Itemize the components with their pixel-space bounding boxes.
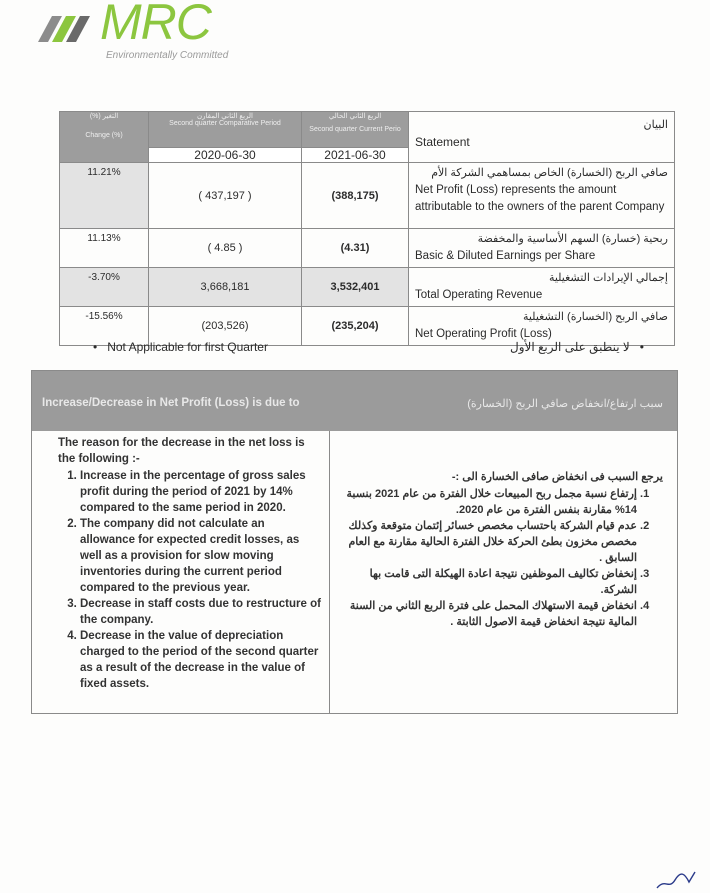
list-item: 3. Decrease in staff costs due to restructure of the company. — [80, 596, 321, 628]
table-row: -15.56% (203,526) (235,204) صافي الربح (الخسارة) التشغيلية Net Operating Profit (Loss) — [60, 307, 675, 346]
list-item: 1. Increase in the percentage of gross sales profit during the period of 2021 by 14% compared to the same period in 2020. — [80, 468, 321, 516]
list-item: 3. إنخفاض تكاليف الموظفين نتيجة اعادة الهيكلة التى قامت بها الشركة. — [346, 566, 637, 598]
change-header: التغير (%) Change (%) — [60, 112, 149, 163]
bullet-icon: • — [93, 340, 98, 354]
statement-header: البيان Statement — [409, 112, 675, 163]
table-row: -3.70% 3,668,181 3,532,401 إجمالي الإيرادات التشغيلية Total Operating Revenue — [60, 268, 675, 307]
tagline: Environmentally Committed — [106, 50, 229, 61]
reasons-ar-column — [330, 431, 677, 713]
reasons-en-column — [32, 431, 330, 713]
reasons-intro-ar: يرجع السبب فى انخفاض صافى الخسارة الى :- — [451, 471, 663, 483]
note-ar: • لا ينطبق على الربع الأول — [510, 340, 644, 354]
list-item: 1. إرتفاع نسبة مجمل ربح المبيعات خلال الفترة من عام 2021 بنسبة 14% مقارنة بنفس الفترة من عام 2020. — [346, 486, 637, 518]
section-header — [32, 371, 677, 431]
table-row: 11.21% ( 437,197 ) (388,175) صافي الربح (الخسارة) الخاص بمساهمي الشركة الأم Net Profit (Loss) represents the amount attributable to the owners of the parent Company — [60, 163, 675, 229]
signature-mark — [655, 868, 700, 893]
list-item: 2. The company did not calculate an allowance for expected credit losses, as well as a provision for slow moving inventories during the current period compared to the previous year. — [80, 516, 321, 596]
reasons-section — [31, 370, 678, 714]
list-item: 2. عدم قيام الشركة باحتساب مخصص خسائر إئتمان متوقعة وكذلك مخصص مخزون بطئ الحركة خلال الفترة الحالية مقارنة مع العام السابق . — [346, 518, 637, 566]
table-row: 11.13% ( 4.85 ) (4.31) ربحية (خسارة) السهم الأساسية والمخفضة Basic & Diluted Earnings per Share — [60, 229, 675, 268]
note-en: • Not Applicable for first Quarter — [93, 340, 268, 354]
section-title-ar: سبب ارتفاع/انخفاض صافي الربح (الخسارة) — [467, 398, 663, 410]
curr-period-header: الربع الثاني الحالي Second quarter Current Perio — [302, 112, 409, 148]
curr-date: 2021-06-30 — [302, 148, 409, 163]
financial-table — [59, 111, 675, 346]
section-title-en: Increase/Decrease in Net Profit (Loss) is due to — [42, 397, 300, 409]
list-item: 4. Decrease in the value of depreciation charged to the period of the second quarter as a result of the decrease in the value of fixed assets. — [80, 628, 321, 692]
logo-wordmark: MRC — [100, 0, 211, 50]
reasons-intro-en: The reason for the decrease in the net loss is the following :- — [58, 437, 305, 465]
bullet-icon: • — [639, 340, 644, 354]
prev-date: 2020-06-30 — [149, 148, 302, 163]
list-item: 4. انخفاض قيمة الاستهلاك المحمل على فترة الربع الثاني من السنة المالية نتيجة انخفاض قيمة الاصول الثابتة . — [346, 598, 637, 630]
prev-period-header: الربع الثاني المقارن Second quarter Comparative Period — [149, 112, 302, 148]
